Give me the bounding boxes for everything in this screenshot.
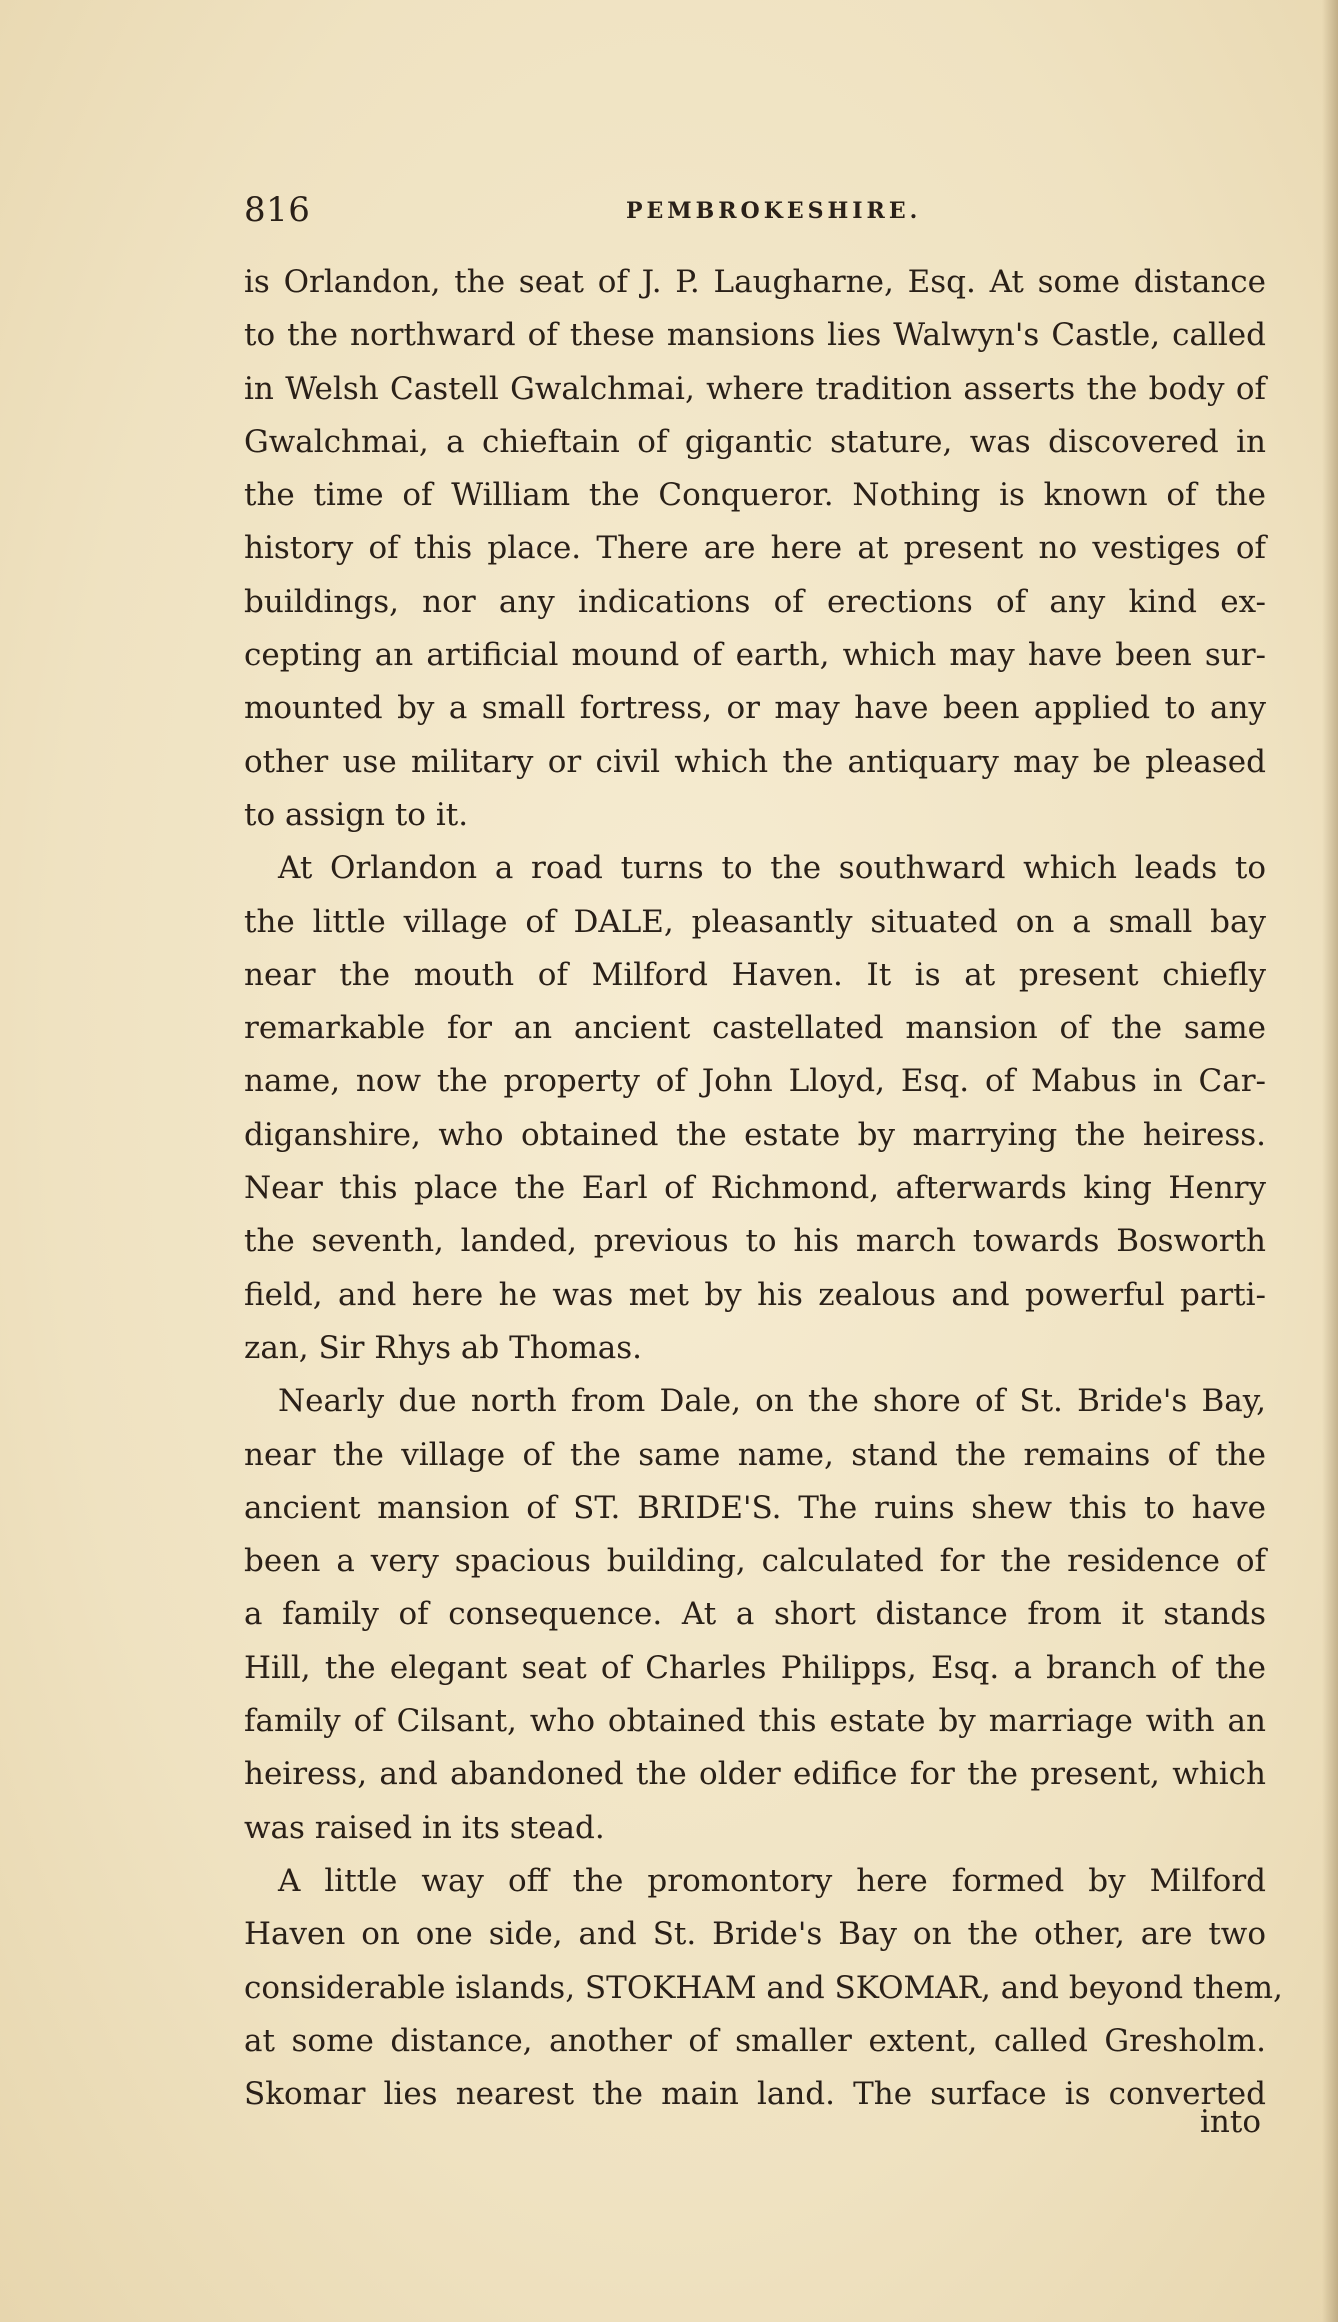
text-line: considerable islands, STOKHAM and SKOMAR, and beyond them, — [244, 1969, 1283, 2006]
running-head: PEMBROKESHIRE. — [626, 198, 922, 224]
text-line: in Welsh Castell Gwalchmai, where tradition asserts the body of — [244, 370, 1266, 407]
text-line: ancient mansion of ST. BRIDE'S. The ruins shew this to have — [244, 1489, 1266, 1526]
catchword: into — [1200, 2104, 1262, 2140]
text-line: near the village of the same name, stand the remains of the — [244, 1436, 1266, 1473]
page-number: 816 — [244, 190, 311, 230]
text-line: cepting an artificial mound of earth, which may have been sur- — [244, 637, 1266, 674]
text-line: diganshire, who obtained the estate by marrying the heiress. — [244, 1116, 1266, 1153]
text-line: remarkable for an ancient castellated mansion of the same — [244, 1010, 1266, 1047]
text-line: field, and here he was met by his zealous and powerful parti- — [244, 1276, 1266, 1313]
text-line: name, now the property of John Lloyd, Esq. of Mabus in Car- — [244, 1063, 1266, 1100]
text-line: been a very spacious building, calculated for the residence of — [244, 1543, 1266, 1580]
text-line: Haven on one side, and St. Bride's Bay on the other, are two — [244, 1916, 1266, 1953]
text-line: near the mouth of Milford Haven. It is at present chiefly — [244, 956, 1266, 993]
page-edge-shadow — [1322, 0, 1338, 2322]
text-line: is Orlandon, the seat of J. P. Laugharne, Esq. At some distance — [244, 264, 1266, 300]
text-line: at some distance, another of smaller extent, called Gresholm. — [244, 2022, 1266, 2059]
text-line: the seventh, landed, previous to his march towards Bosworth — [244, 1223, 1266, 1260]
paragraph-start-line: A little way off the promontory here formed by Milford — [278, 1862, 1266, 1899]
text-line: family of Cilsant, who obtained this estate by marriage with an — [244, 1703, 1266, 1740]
text-line: buildings, nor any indications of erections of any kind ex- — [244, 583, 1266, 620]
text-line: the time of William the Conqueror. Nothing is known of the — [244, 477, 1266, 514]
text-line: the little village of DALE, pleasantly situated on a small bay — [244, 903, 1266, 940]
text-line: Near this place the Earl of Richmond, afterwards king Henry — [244, 1170, 1266, 1207]
text-line: Hill, the elegant seat of Charles Philipps, Esq. a branch of the — [244, 1649, 1266, 1686]
page-header — [244, 190, 944, 240]
text-line: to assign to it. — [244, 796, 469, 833]
text-line: zan, Sir Rhys ab Thomas. — [244, 1329, 643, 1366]
body-text — [244, 256, 1283, 2121]
text-line: to the northward of these mansions lies Walwyn's Castle, called — [244, 317, 1266, 354]
text-line: history of this place. There are here at present no vestiges of — [244, 530, 1266, 567]
paragraph-start-line: Nearly due north from Dale, on the shore of St. Bride's Bay, — [278, 1383, 1266, 1420]
text-line: Gwalchmai, a chieftain of gigantic stature, was discovered in — [244, 423, 1266, 460]
paragraph-start-line: At Orlandon a road turns to the southward which leads to — [278, 850, 1266, 887]
text-line: was raised in its stead. — [244, 1809, 605, 1846]
text-line: Skomar lies nearest the main land. The surface is converted — [244, 2076, 1266, 2113]
text-line: heiress, and abandoned the older edifice for the present, which — [244, 1756, 1266, 1793]
text-line: other use military or civil which the antiquary may be pleased — [244, 743, 1266, 780]
text-line: mounted by a small fortress, or may have been applied to any — [244, 690, 1266, 727]
text-line: a family of consequence. At a short distance from it stands — [244, 1596, 1266, 1633]
